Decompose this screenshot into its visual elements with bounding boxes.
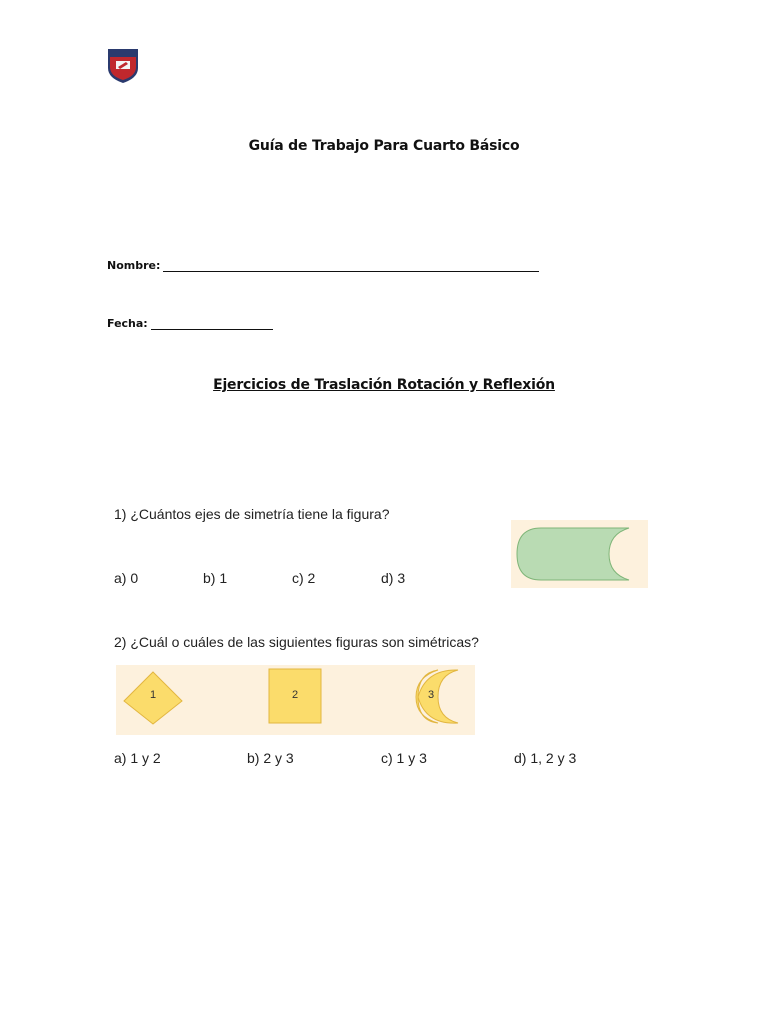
date-field[interactable] <box>107 317 273 330</box>
question-2-option-d[interactable]: d) 1, 2 y 3 <box>514 750 577 766</box>
figure-1-label: 1 <box>149 689 157 701</box>
figure-3-crescent <box>416 670 458 723</box>
name-blank-line[interactable] <box>163 260 539 272</box>
figure-2-square <box>269 669 321 723</box>
question-1-text: 1) ¿Cuántos ejes de simetría tiene la figura? <box>114 506 390 522</box>
figure-2-label: 2 <box>291 689 299 701</box>
question-2-option-b[interactable]: b) 2 y 3 <box>247 750 294 766</box>
name-field[interactable] <box>107 259 539 272</box>
question-1-option-a[interactable]: a) 0 <box>114 570 139 586</box>
date-blank-line[interactable] <box>151 318 273 330</box>
question-2-figures <box>116 665 475 735</box>
date-label: Fecha: <box>107 317 148 330</box>
page-title: Guía de Trabajo Para Cuarto Básico <box>248 138 520 154</box>
question-1-figure <box>511 520 648 588</box>
school-crest-logo <box>106 46 140 84</box>
question-2-option-c[interactable]: c) 1 y 3 <box>381 750 427 766</box>
name-label: Nombre: <box>107 259 161 272</box>
figure-3-label: 3 <box>427 689 435 701</box>
question-1-option-b[interactable]: b) 1 <box>203 570 228 586</box>
question-1-option-d[interactable]: d) 3 <box>381 570 406 586</box>
question-2-option-a[interactable]: a) 1 y 2 <box>114 750 161 766</box>
section-title: Ejercicios de Traslación Rotación y Reflexión <box>213 377 555 393</box>
green-cutout-shape-icon <box>511 520 648 588</box>
question-1-option-c[interactable]: c) 2 <box>292 570 316 586</box>
figure-1-diamond <box>124 672 182 724</box>
shield-icon <box>106 46 140 84</box>
question-2-text: 2) ¿Cuál o cuáles de las siguientes figuras son simétricas? <box>114 634 479 650</box>
